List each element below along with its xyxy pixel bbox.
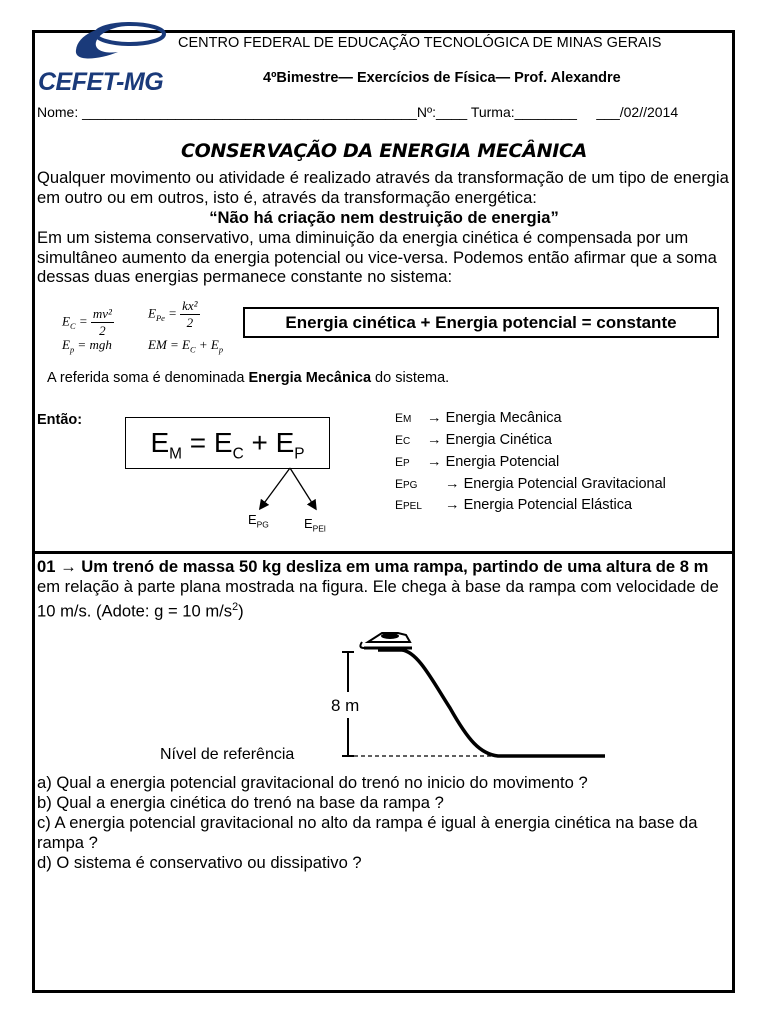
subquestion-d: d) O sistema é conservativo ou dissipativo ?	[37, 853, 362, 872]
ramp-figure	[150, 630, 620, 770]
student-form-line: Nome: ___________________________________________Nº:____ Turma:________ ___/02//2014	[37, 104, 679, 120]
main-equation: $E_M = E_C + E_P$	[125, 417, 330, 469]
sled-icon	[360, 633, 412, 648]
entao-label: Então:	[37, 412, 83, 428]
formula-ec: $E_C$ = $\frac{\text{mv²}}{2}$	[62, 306, 112, 338]
intro-paragraph-1: Qualquer movimento ou atividade é realizado através da transformação de um tipo de energia em outro ou em outros, isto é, através da transformação energética:	[37, 168, 729, 207]
subquestion-c: c) A energia potencial gravitacional no alto da rampa é igual à energia cinética na base da rampa ?	[37, 813, 698, 852]
page-title: CONSERVAÇÃO DA ENERGIA MECÂNICA	[180, 140, 588, 162]
intro-paragraph-2: Em um sistema conservativo, uma diminuição da energia cinética é compensada por um simultâneo aumento da energia potencial ou vice-versa. Podemos então afirmar que a soma dessas duas energias permanece constante no sistema:	[37, 228, 717, 286]
boxed-equation: Energia cinética + Energia potencial = constante	[243, 307, 719, 338]
formula-epe: $E_{Pe}$ = $\frac{\text{kx²}}{2}$	[148, 298, 198, 330]
section-divider	[32, 551, 735, 554]
reference-level-label: Nível de referência	[160, 746, 295, 763]
ramp-profile	[378, 650, 605, 756]
subquestion-a: a) Qual a energia potencial gravitacional do trenó no inicio do movimento ?	[37, 773, 588, 792]
legend-item: EC → Energia Cinética	[395, 432, 552, 448]
intro-quote: “Não há criação nem destruição de energia”	[209, 208, 559, 227]
legend-item: EPG → Energia Potencial Gravitacional	[395, 476, 666, 492]
height-label: 8 m	[331, 696, 360, 715]
legend-item: EM → Energia Mecânica	[395, 410, 562, 426]
formula-em: EM = $E_C + E_p$	[148, 337, 224, 355]
question-1: 01 → Um trenó de massa 50 kg desliza em uma rampa, partindo de uma altura de 8 m em relação à parte plana mostrada na figura. Ele chega à base da rampa com velocidade de 10 m/s. (Adote: g = 10 $m/s^2$)	[37, 557, 719, 621]
header-subtitle: 4ºBimestre— Exercícios de Física— Prof. Alexandre	[263, 70, 621, 86]
cefet-logo	[38, 20, 173, 98]
branch-epel: $E_{PEl}$	[304, 516, 326, 534]
energy-sum-note: A referida soma é denominada Energia Mecânica do sistema.	[47, 370, 450, 386]
legend-item: EP → Energia Potencial	[395, 454, 560, 470]
branch-epg: $E_{PG}$	[248, 512, 269, 530]
subquestion-b: b) Qual a energia cinética do trenó na base da rampa ?	[37, 793, 444, 812]
branch-arrows-icon	[240, 466, 330, 514]
subquestions	[37, 773, 737, 873]
legend-item: EPEL → Energia Potencial Elástica	[395, 497, 633, 513]
logo-text: CEFET-MG	[38, 68, 164, 96]
institution-name: CENTRO FEDERAL DE EDUCAÇÃO TECNOLÓGICA DE MINAS GERAIS	[178, 35, 662, 51]
formula-ep: $E_p$ = mgh	[62, 337, 112, 355]
